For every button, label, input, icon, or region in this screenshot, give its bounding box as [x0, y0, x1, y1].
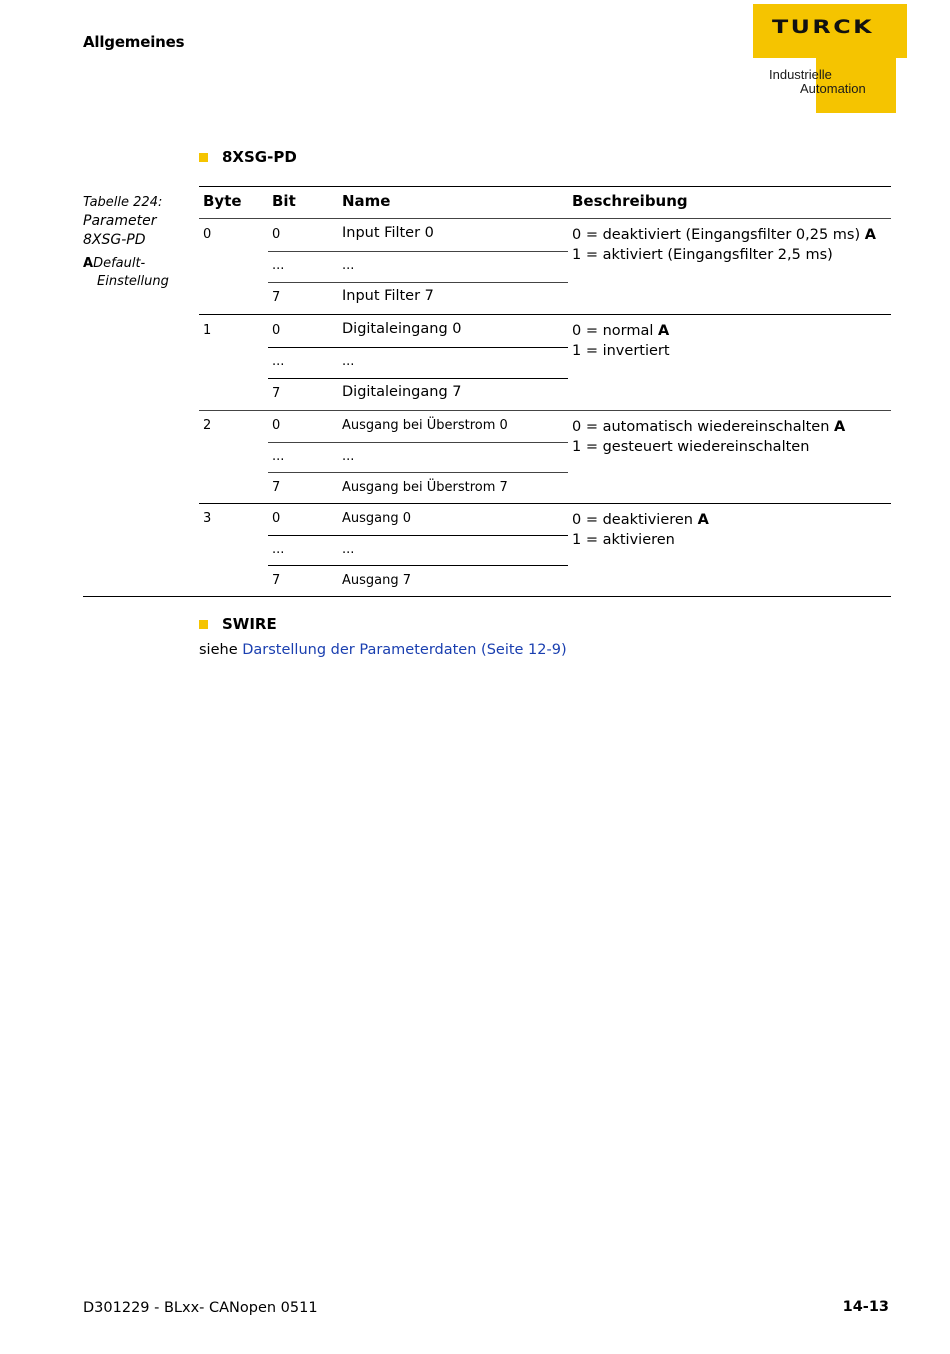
- description-line-2: 1 = aktivieren: [572, 532, 675, 548]
- default-mark: A: [658, 323, 670, 339]
- name-cell: Ausgang 0: [342, 511, 412, 526]
- bit-cell: 0: [272, 511, 281, 526]
- caption-note-1: Default-: [93, 256, 146, 271]
- name-cell: ...: [342, 354, 355, 369]
- name-cell: Digitaleingang 7: [342, 384, 462, 400]
- caption-title-2: 8XSG-PD: [83, 232, 146, 248]
- name-cell: Ausgang 7: [342, 573, 412, 588]
- default-mark: A: [697, 512, 709, 528]
- logo-tagline-1: Industrielle: [769, 67, 832, 82]
- description-line-2: 1 = aktiviert (Eingangsfilter 2,5 ms): [572, 247, 833, 263]
- caption-label: Tabelle 224:: [83, 195, 163, 210]
- column-header-byte: Byte: [203, 192, 242, 210]
- bit-cell: 0: [272, 418, 281, 433]
- reference-prefix: siehe: [199, 642, 238, 658]
- table-caption: [83, 193, 193, 291]
- description-cell: [572, 417, 845, 457]
- row-rule: [268, 378, 568, 379]
- group-rule: [199, 410, 891, 411]
- bit-cell: 7: [272, 290, 281, 305]
- turck-logo: [753, 4, 907, 113]
- name-cell: Digitaleingang 0: [342, 321, 462, 337]
- description-cell: [572, 225, 876, 265]
- name-cell: ...: [342, 542, 355, 557]
- default-mark: A: [834, 419, 846, 435]
- logo-brand: TURCK: [771, 16, 875, 38]
- description-line-1: 0 = normal: [572, 323, 654, 339]
- row-rule: [268, 535, 568, 536]
- reference-line: [199, 642, 567, 658]
- bit-cell: ...: [272, 258, 285, 273]
- square-bullet-icon: [199, 153, 208, 162]
- logo-tagline-2: Automation: [800, 81, 866, 96]
- row-rule: [268, 565, 568, 566]
- name-cell: Ausgang bei Überstrom 0: [342, 418, 508, 433]
- description-line-2: 1 = invertiert: [572, 343, 670, 359]
- bit-cell: 0: [272, 227, 281, 242]
- column-header-beschreibung: Beschreibung: [572, 192, 688, 210]
- bit-cell: 7: [272, 480, 281, 495]
- default-mark: A: [864, 227, 876, 243]
- description-line-1: 0 = automatisch wiedereinschalten: [572, 419, 830, 435]
- byte-cell: 3: [203, 511, 212, 526]
- description-line-1: 0 = deaktiviert (Eingangsfilter 0,25 ms): [572, 227, 861, 243]
- byte-cell: 1: [203, 323, 212, 338]
- description-cell: [572, 510, 709, 550]
- section-heading-8xsg: [199, 148, 297, 166]
- group-rule: [199, 314, 891, 315]
- name-cell: ...: [342, 449, 355, 464]
- bit-cell: ...: [272, 449, 285, 464]
- caption-note-2: Einstellung: [97, 274, 169, 289]
- row-rule: [268, 347, 568, 348]
- name-cell: ...: [342, 258, 355, 273]
- caption-note: [83, 255, 193, 291]
- column-header-bit: Bit: [272, 192, 296, 210]
- row-rule: [268, 282, 568, 283]
- page-header-title: Allgemeines: [83, 33, 185, 51]
- section-title: SWIRE: [222, 615, 277, 633]
- default-mark: A: [83, 256, 94, 271]
- group-rule: [199, 503, 891, 504]
- bit-cell: 7: [272, 386, 281, 401]
- parameterdaten-link[interactable]: Darstellung der Parameterdaten (Seite 12-9): [242, 642, 567, 658]
- table-top-rule: [199, 186, 891, 187]
- name-cell: Ausgang bei Überstrom 7: [342, 480, 508, 495]
- row-rule: [268, 442, 568, 443]
- name-cell: Input Filter 7: [342, 288, 434, 304]
- description-line-2: 1 = gesteuert wiedereinschalten: [572, 439, 810, 455]
- description-line-1: 0 = deaktivieren: [572, 512, 693, 528]
- description-cell: [572, 321, 670, 361]
- bit-cell: ...: [272, 542, 285, 557]
- table-bottom-rule: [83, 596, 891, 597]
- byte-cell: 2: [203, 418, 212, 433]
- footer-document-id: D301229 - BLxx- CANopen 0511: [83, 1300, 318, 1316]
- footer-page-number: 14-13: [842, 1299, 889, 1315]
- caption-title-1: Parameter: [83, 213, 157, 229]
- square-bullet-icon: [199, 620, 208, 629]
- row-rule: [268, 251, 568, 252]
- bit-cell: ...: [272, 354, 285, 369]
- bit-cell: 7: [272, 573, 281, 588]
- column-header-name: Name: [342, 192, 391, 210]
- section-title: 8XSG-PD: [222, 148, 297, 166]
- name-cell: Input Filter 0: [342, 225, 434, 241]
- bit-cell: 0: [272, 323, 281, 338]
- section-heading-swire: [199, 615, 277, 633]
- byte-cell: 0: [203, 227, 212, 242]
- row-rule: [268, 472, 568, 473]
- header-rule: [199, 218, 891, 219]
